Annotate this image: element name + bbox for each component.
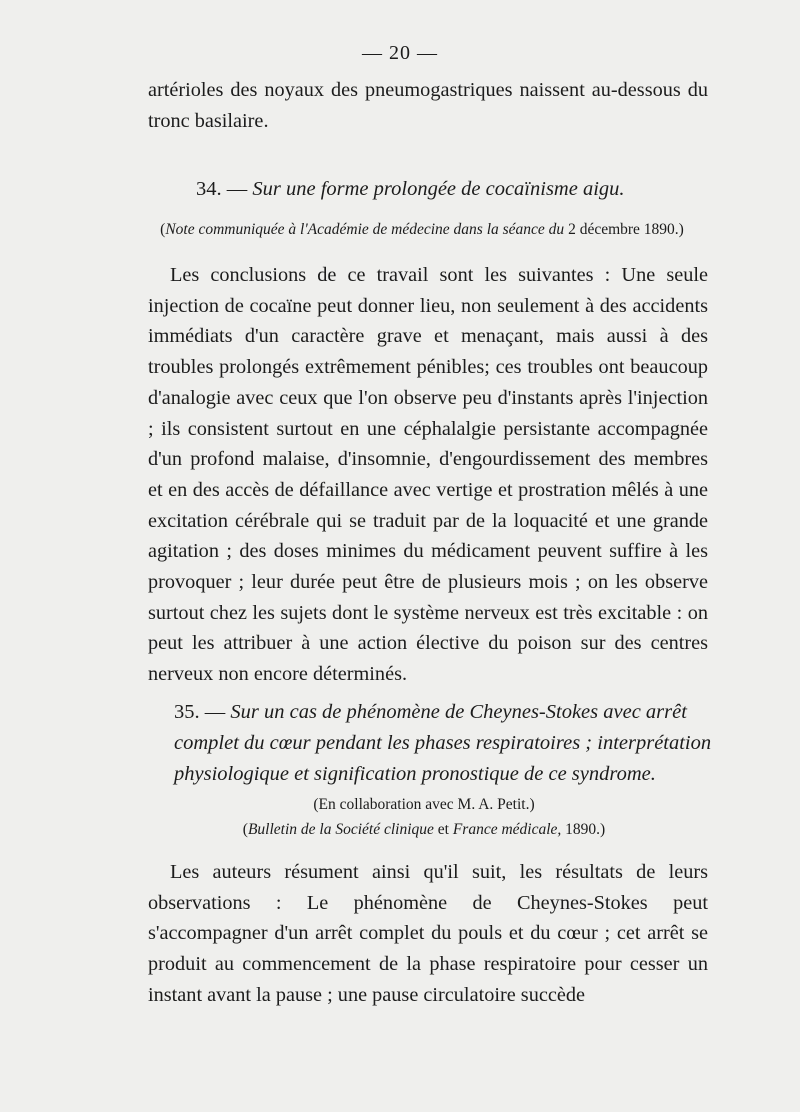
section-34-note-italic: Note communiquée à l'Académie de médecine dans la séance du: [165, 221, 565, 238]
continuation-paragraph: artérioles des noyaux des pneumogastriques naissent au-dessous du tronc basilaire.: [148, 79, 708, 132]
section-34-number: 34. —: [196, 178, 248, 200]
section-35-title-line-2: [174, 728, 714, 759]
section-35-number: 35. —: [174, 701, 226, 723]
section-35-body: Les auteurs résument ainsi qu'il suit, les résultats de leurs observations : Le phénomène de Cheynes-Stokes peut s'accompagner d'un arrêt complet du pouls et du cœur ; cet arrêt se produit au commencement de la phase respiratoire pour cesser un instant avant la pause ; une pause circulatoire succède: [148, 861, 708, 1006]
section-35-title-3: physiologique et signification pronostique de ce syndrome.: [174, 763, 656, 785]
section-35-collaboration: (En collaboration avec M. A. Petit.): [313, 796, 535, 813]
page-number: — 20 —: [362, 42, 438, 64]
section-34-note: [0, 219, 800, 241]
section-34-heading: [196, 174, 716, 204]
section-35-source-open: (: [242, 821, 248, 838]
section-35-source-year: 1890.): [561, 821, 606, 838]
section-34-title: Sur une forme prolongée de cocaïnisme aigu.: [252, 178, 625, 200]
section-34-note-open: (: [160, 221, 166, 238]
section-35-title-2: complet du cœur pendant les phases respiratoires ; interprétation: [174, 732, 712, 754]
section-35-title-line-3: [174, 759, 714, 790]
section-35-source-france: France médicale,: [452, 821, 562, 838]
section-35-heading: [174, 697, 714, 790]
section-34-note-date: 2 décembre 1890.): [564, 221, 684, 238]
section-35-title-line-1: [174, 697, 714, 728]
section-35-source-bulletin: Bulletin de la Société clinique: [247, 821, 434, 838]
section-35-title-1: Sur un cas de phénomène de Cheynes-Stokes avec arrêt: [230, 701, 687, 723]
section-35-source: [0, 819, 800, 841]
section-35-source-and: et: [433, 821, 453, 838]
section-34-body: Les conclusions de ce travail sont les suivantes : Une seule injection de cocaïne peut donner lieu, non seulement à des accidents immédiats d'un caractère grave et menaçant, mais aussi à des troubles prolongés extrêmement pénibles; ces troubles ont beaucoup d'analogie avec ceux que l'on observe peu d'instants après l'injection ; ils consistent surtout en une céphalalgie persistante accompagnée d'un profond malaise, d'insomnie, d'engourdissement des membres et en des accès de défaillance avec vertige et prostration mêlés à une excitation cérébrale qui se traduit par de la loquacité et une grande agitation ; des doses minimes du médicament peuvent suffire à les provoquer ; leur durée peut être de plusieurs mois ; on les observe surtout chez les sujets dont le système nerveux est très excitable : on peut les attribuer à une action élective du poison sur des centres nerveux non encore déterminés.: [148, 264, 708, 686]
